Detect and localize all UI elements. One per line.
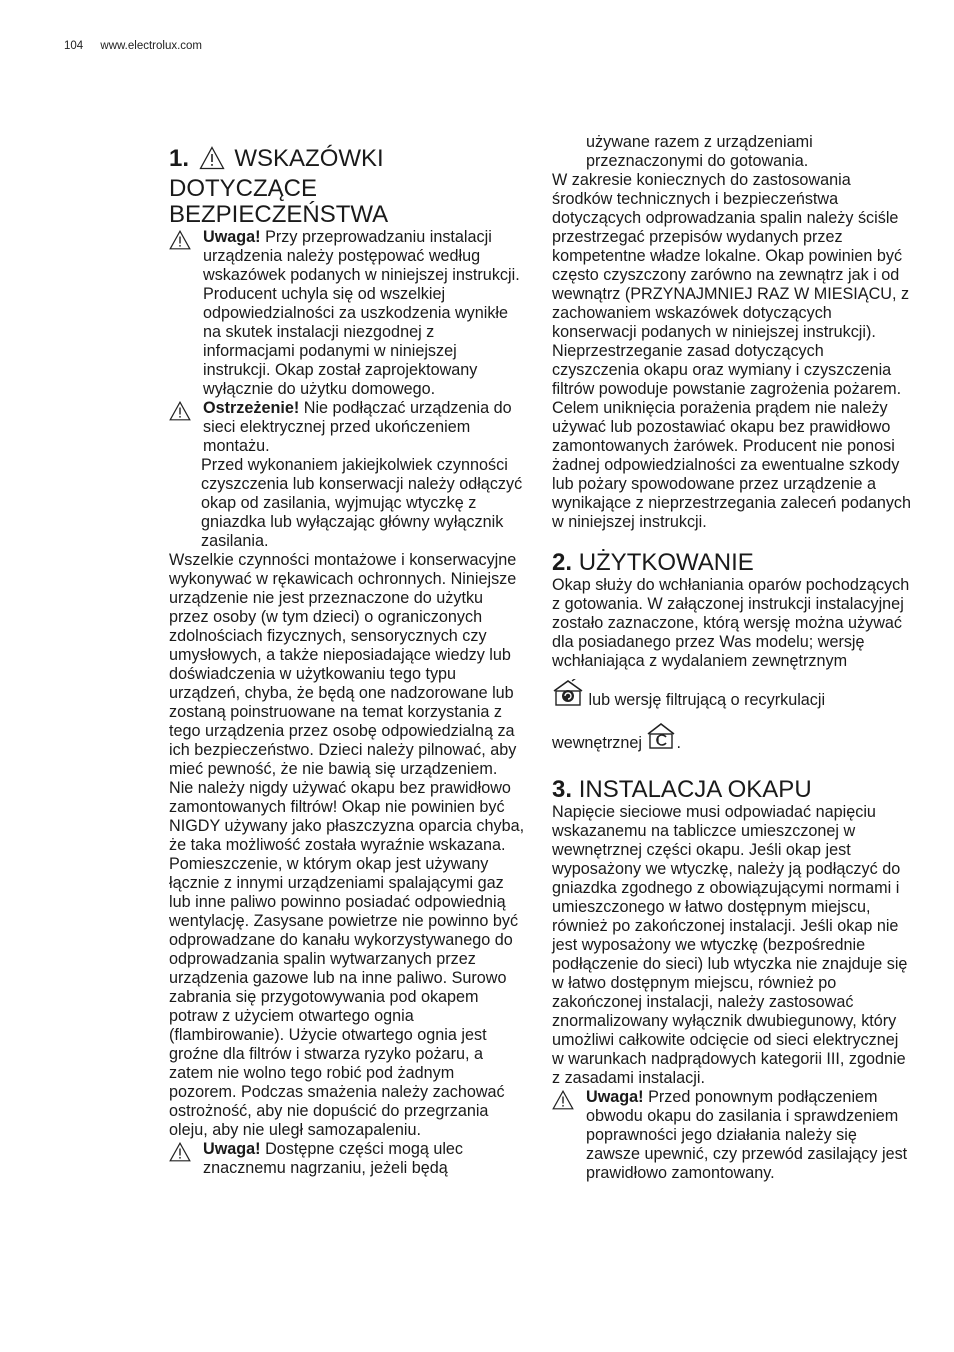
section2-text [552,576,912,671]
warning-block-3 [169,1140,525,1178]
left-column [169,130,525,1178]
page-number: 104 [64,40,84,52]
section1-number: 1. [169,145,190,172]
section3-heading [552,777,912,803]
section2-text-part4: . [676,734,681,752]
section2-heading [552,550,912,576]
section1-title-line3: BEZPIECZEŃSTWA [169,201,389,228]
warning1-label: Uwaga! [203,228,261,246]
warning3-text: Dostępne części mogą ulec znacznemu nagrzaniu, jeżeli będą [203,1140,464,1177]
warning1-text: Przy przeprowadzaniu instalacji urządzenia należy postępować według wskazówek podanych w niniejszej instrukcji. Producent uchyla się od wszelkiej odpowiedzialności za uszkodzenia wynikłe na skutek instalacji niezgodnej z informacjami podanymi w niniejszej instrukcji. Okap został zaprojektowany wyłącznie do użytku domowego. [203,228,520,398]
section1-body: Wszelkie czynności montażowe i konserwacyjne wykonywać w rękawicach ochronnych. Niniejsze urządzenie nie jest przeznaczone do użytku przez osoby (w tym dzieci) o ograniczonych zdolnościach fizycznych, sensorycznych czy umysłowych, a także nieposiadające wiedzy lub doświadczenia w użytkowaniu tego typu urządzeń, chyba, że będą one nadzorowane lub zostaną poinstruowane na temat korzystania z tego urządzenia przez osobę odpowiedzialną za ich bezpieczeństwo. Dzieci należy pilnować, aby mieć pewność, że nie bawią się urządzeniem. Nie należy nigdy używać okapu bez prawidłowo zamontowanych filtrów! Okap nie powinien być NIGDY używany jako płaszczyzna oparcia chyba, że taka możliwość została wyraźnie wskazana. Pomieszczenie, w którym okap jest używany łącznie z innymi urządzeniami spalającymi gaz lub inne paliwo powinno posiadać odpowiednią wentylację. Zasysane powietrze nie powinno być odprowadzane do kanału wykorzystywanego do odprowadzania spalin wytwarzanych przez urządzenia gazowe lub na inne paliwo. Surowo zabrania się przygotowywania pod okapem potraw z użyciem otwartego ognia (flambirowanie). Użycie otwartego ognia jest groźne dla filtrów i stwarza ryzyko pożaru, a zatem nie wolno tego robić pod żadnym pozorem. Podczas smażenia należy zachować ostrożność, aby nie dopuścić do przegrzania oleju, aby nie uległ samozapaleniu. [169,551,525,1139]
section2-text-part1: Okap służy do wchłaniania oparów pochodzących z gotowania. W załączonej instrukcji instalacyjnej zostało zaznaczone, którą wersję można używać dla posiadanego przez Was modelu; wersję wchłaniająca z wydalaniem zewnętrznym [552,576,910,670]
section1-title-line1: WSKAZÓWKI [234,145,384,172]
section3-warning-text: Przed ponownym podłączeniem obwodu okapu do zasilania i sprawdzeniem poprawności jego działania należy się zawsze upewnić, czy przewód zasilający jest prawidłowo zamontowany. [586,1088,908,1182]
section2-symbol-line [552,679,912,712]
warning-triangle-icon [199,146,225,176]
section1-heading [169,146,525,228]
section2-text-part3: wewnętrznej [552,734,647,752]
section3-warning-block [552,1088,912,1183]
right-column [552,133,912,1183]
section2-title: UŻYTKOWANIE [578,549,754,576]
section1-right-body: W zakresie koniecznych do zastosowania środków technicznych i bezpieczeństwa dotyczących odprowadzania spalin należy ściśle przestrzegać przepisów wydanych przez kompetentne władze lokalne. Okap powinien być często czyszczony zarówno na zewnątrz jak i od wewnątrz (PRZYNAJMNIEJ RAZ W MIESIĄCU, z zachowaniem wskazówek dotyczących konserwacji podanych w niniejszej instrukcji). Nieprzestrzeganie zasad dotyczących czyszczenia okapu oraz wymiany i czyszczenia filtrów powoduje powstanie zagrożenia pożarem. Celem uniknięcia porażenia prądem nie należy używać lub pozostawiać okapu bez prawidłowo zamontowanych żarówek. Producent nie ponosi żadnej odpowiedzialności za ewentualne szkody lub pożary spowodowane przez urządzenie a wynikające z nieprzestrzegania zaleceń podanych w niniejszej instrukcji. [552,171,912,531]
extraction-mode-icon [552,679,584,712]
section3-title: INSTALACJA OKAPU [578,776,812,803]
warning-triangle-icon [552,1090,574,1115]
warning3-label: Uwaga! [203,1140,261,1158]
page-header [64,40,202,52]
recirculation-mode-icon [646,722,676,755]
warning2-label: Ostrzeżenie! [203,399,300,417]
section2-text-part2: lub wersję filtrującą o recyrkulacji [584,691,826,709]
warning3-continuation: używane razem z urządzeniami przeznaczonymi do gotowania. [586,133,813,170]
warning2-text: Nie podłączać urządzenia do sieci elektrycznej przed ukończeniem montażu. [203,399,512,455]
warning-triangle-icon [169,230,191,255]
warning-triangle-icon [169,1142,191,1167]
section3-body: Napięcie sieciowe musi odpowiadać napięciu wskazanemu na tabliczce umieszczonej w wewnętrznej części okapu. Jeśli okap jest wyposażony we wtyczkę, należy ją podłączyć do gniazdka zgodnego z obowiązującymi normami i umieszczonego w łatwo dostępnym miejscu, również po zakończonej instalacji. Jeśli okap nie jest wyposażony we wtyczkę (bezpośrednie podłączenie do sieci) lub wtyczka nie znajduje się w łatwo dostępnym miejscu, również po zakończonej instalacji, należy zastosować znormalizowany wyłącznik dwubiegunowy, który umożliwi całkowite odcięcie od sieci elektrycznej w warunkach nadprądowych kategorii III, zgodnie z zasadami instalacji. [552,803,908,1087]
section3-number: 3. [552,776,573,803]
website-url: www.electrolux.com [100,40,203,52]
warning-block-1 [169,228,525,399]
warning-block-2 [169,399,525,456]
warning-triangle-icon [169,401,191,426]
section3-warning-label: Uwaga! [586,1088,644,1106]
section1-title-line2: DOTYCZĄCE [169,175,318,202]
section2-symbol-line-2 [552,722,912,755]
warning2-continuation: Przed wykonaniem jakiejkolwiek czynności czyszczenia lub konserwacji należy odłączyć okap od zasilania, wyjmując wtyczkę z gniazdka lub wyłączając główny wyłącznik zasilania. [201,456,523,550]
section2-number: 2. [552,549,573,576]
